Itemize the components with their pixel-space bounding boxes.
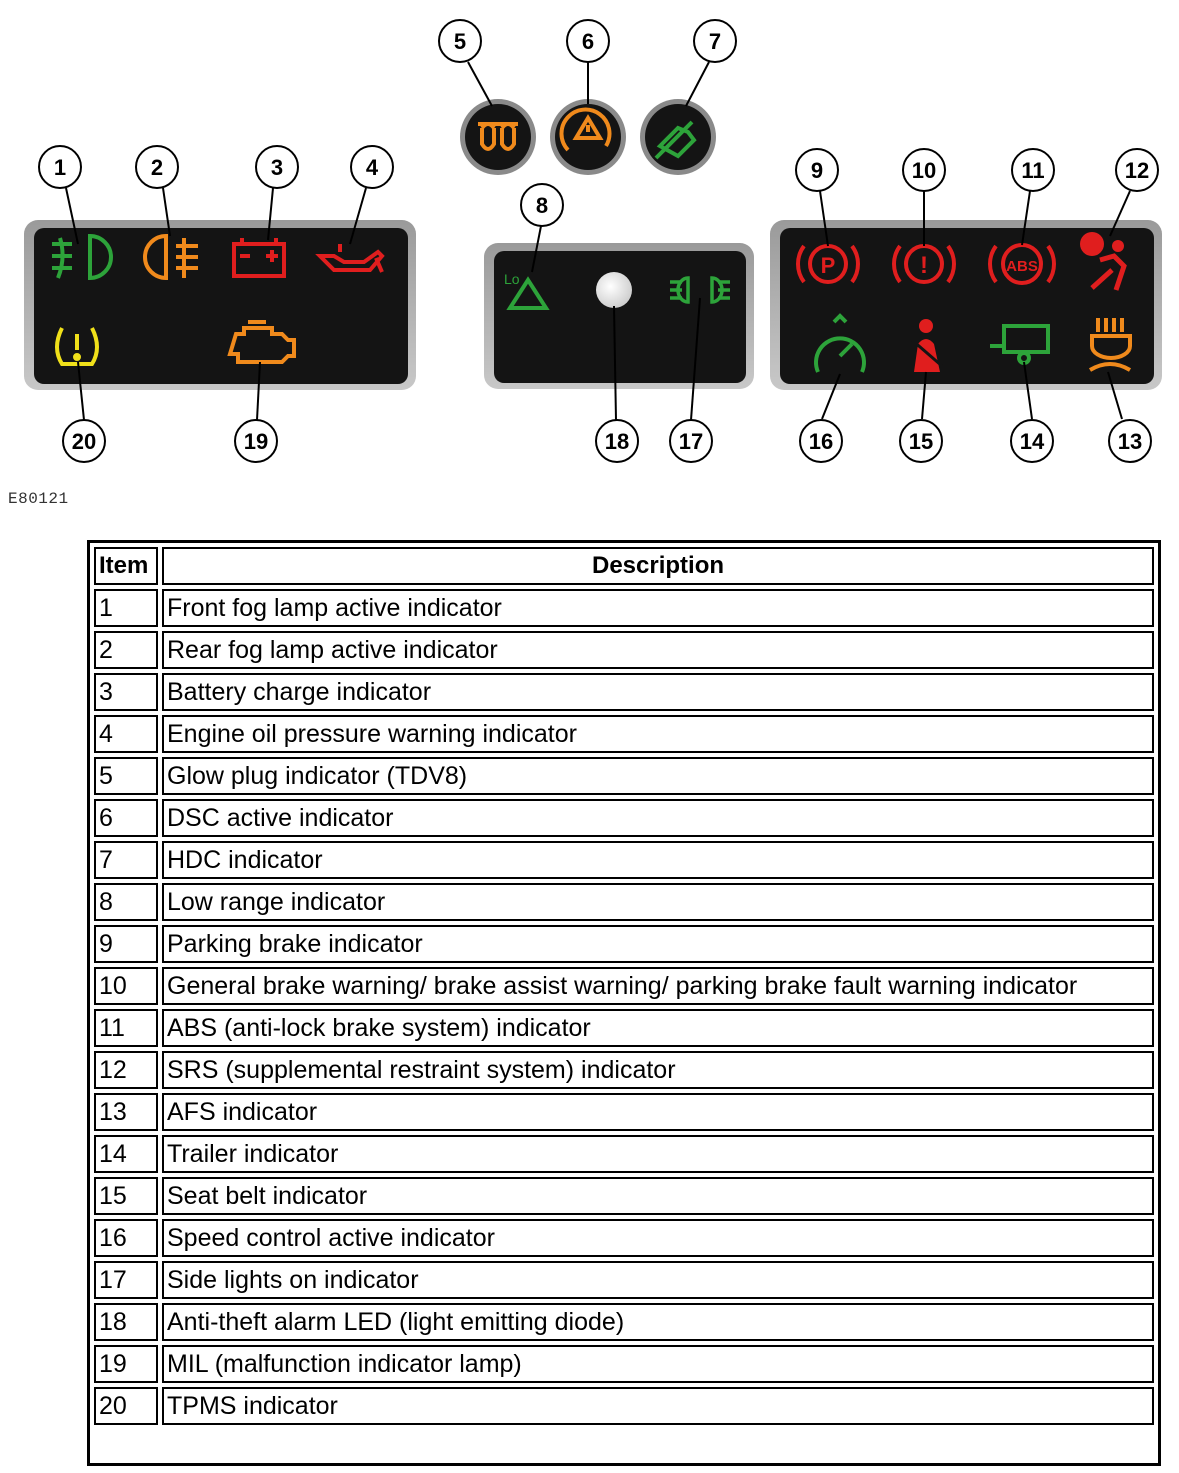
callout-12 — [1116, 149, 1158, 191]
item-number: 18 — [94, 1303, 158, 1341]
item-description: Front fog lamp active indicator — [162, 589, 1154, 627]
callout-5 — [439, 20, 481, 62]
item-description: Glow plug indicator (TDV8) — [162, 757, 1154, 795]
callout-7 — [694, 20, 736, 62]
svg-text:8: 8 — [535, 193, 549, 218]
item-number: 19 — [94, 1345, 158, 1383]
item-description: SRS (supplemental restraint system) indicator — [162, 1051, 1154, 1089]
callout-1 — [39, 146, 81, 188]
table-row — [94, 1135, 1154, 1173]
svg-text:!: ! — [920, 252, 928, 279]
callout-10 — [903, 149, 945, 191]
table-row — [94, 799, 1154, 837]
svg-text:12: 12 — [1124, 158, 1150, 183]
svg-text:11: 11 — [1021, 158, 1045, 183]
svg-text:ABS: ABS — [1006, 258, 1038, 275]
svg-text:1: 1 — [53, 155, 67, 180]
table-row — [94, 715, 1154, 753]
indicator-diagram — [0, 0, 1179, 520]
item-description: ABS (anti-lock brake system) indicator — [162, 1009, 1154, 1047]
table-row — [94, 589, 1154, 627]
item-number: 4 — [94, 715, 158, 753]
table-row — [94, 841, 1154, 879]
item-description: MIL (malfunction indicator lamp) — [162, 1345, 1154, 1383]
table-row — [94, 1009, 1154, 1047]
callout-16 — [800, 420, 842, 462]
callout-19 — [235, 420, 277, 462]
callout-3 — [256, 146, 298, 188]
item-number: 13 — [94, 1093, 158, 1131]
item-number: 10 — [94, 967, 158, 1005]
svg-text:17: 17 — [678, 429, 704, 454]
item-description: Trailer indicator — [162, 1135, 1154, 1173]
callout-14 — [1011, 420, 1053, 462]
item-description: TPMS indicator — [162, 1387, 1154, 1425]
callout-6 — [567, 20, 609, 62]
item-description: DSC active indicator — [162, 799, 1154, 837]
callout-17 — [670, 420, 712, 462]
callout-4 — [351, 146, 393, 188]
table-row — [94, 757, 1154, 795]
callout-2 — [136, 146, 178, 188]
callout-9 — [796, 149, 838, 191]
svg-text:5: 5 — [453, 29, 467, 54]
svg-text:16: 16 — [808, 429, 834, 454]
item-description: General brake warning/ brake assist warning/ parking brake fault warning indicator — [162, 967, 1154, 1005]
item-description: Engine oil pressure warning indicator — [162, 715, 1154, 753]
legend-body — [94, 589, 1154, 1425]
anti-theft-led-icon — [596, 272, 632, 308]
header-item: Item — [94, 547, 158, 585]
callout-8 — [521, 184, 563, 226]
table-row — [94, 673, 1154, 711]
table-header-row — [94, 547, 1154, 585]
table-row — [94, 1303, 1154, 1341]
table-row — [94, 1177, 1154, 1215]
item-number: 16 — [94, 1219, 158, 1257]
table-row — [94, 925, 1154, 963]
glow-plug-indicator-5 — [460, 99, 536, 175]
svg-text:13: 13 — [1117, 429, 1143, 454]
item-number: 2 — [94, 631, 158, 669]
item-number: 7 — [94, 841, 158, 879]
svg-text:19: 19 — [243, 429, 269, 454]
header-description: Description — [162, 547, 1154, 585]
item-number: 5 — [94, 757, 158, 795]
hdc-indicator-7 — [640, 99, 716, 175]
svg-text:14: 14 — [1019, 429, 1045, 454]
item-number: 15 — [94, 1177, 158, 1215]
item-number: 6 — [94, 799, 158, 837]
item-number: 20 — [94, 1387, 158, 1425]
item-description: AFS indicator — [162, 1093, 1154, 1131]
item-description: HDC indicator — [162, 841, 1154, 879]
dsc-indicator-6 — [550, 99, 626, 175]
center-panel — [484, 243, 754, 389]
figure-code: E80121 — [8, 490, 69, 508]
table-row — [94, 967, 1154, 1005]
callout-20 — [63, 420, 105, 462]
item-number: 1 — [94, 589, 158, 627]
item-description: Battery charge indicator — [162, 673, 1154, 711]
table-row — [94, 1387, 1154, 1425]
item-number: 8 — [94, 883, 158, 921]
item-number: 11 — [94, 1009, 158, 1047]
legend-table — [90, 543, 1158, 1429]
table-row — [94, 1093, 1154, 1131]
item-number: 12 — [94, 1051, 158, 1089]
item-number: 3 — [94, 673, 158, 711]
svg-text:20: 20 — [71, 429, 97, 454]
svg-text:15: 15 — [908, 429, 934, 454]
item-description: Rear fog lamp active indicator — [162, 631, 1154, 669]
table-row — [94, 883, 1154, 921]
table-row — [94, 1261, 1154, 1299]
svg-text:4: 4 — [365, 155, 379, 180]
item-number: 17 — [94, 1261, 158, 1299]
svg-text:18: 18 — [604, 429, 630, 454]
item-description: Speed control active indicator — [162, 1219, 1154, 1257]
callout-15 — [900, 420, 942, 462]
svg-text:7: 7 — [708, 29, 722, 54]
legend-table-frame — [87, 540, 1161, 1466]
item-number: 9 — [94, 925, 158, 963]
svg-text:9: 9 — [810, 158, 824, 183]
item-description: Anti-theft alarm LED (light emitting diode) — [162, 1303, 1154, 1341]
svg-text:10: 10 — [911, 158, 937, 183]
item-description: Low range indicator — [162, 883, 1154, 921]
callout-13 — [1109, 420, 1151, 462]
svg-text:Lo: Lo — [504, 271, 520, 287]
svg-text:6: 6 — [581, 29, 595, 54]
table-row — [94, 631, 1154, 669]
svg-text:3: 3 — [270, 155, 284, 180]
svg-text:P: P — [820, 253, 836, 278]
callout-11 — [1012, 149, 1054, 191]
svg-text:2: 2 — [150, 155, 164, 180]
table-row — [94, 1051, 1154, 1089]
table-row — [94, 1345, 1154, 1383]
item-number: 14 — [94, 1135, 158, 1173]
item-description: Parking brake indicator — [162, 925, 1154, 963]
item-description: Side lights on indicator — [162, 1261, 1154, 1299]
table-row — [94, 1219, 1154, 1257]
item-description: Seat belt indicator — [162, 1177, 1154, 1215]
callout-18 — [596, 420, 638, 462]
